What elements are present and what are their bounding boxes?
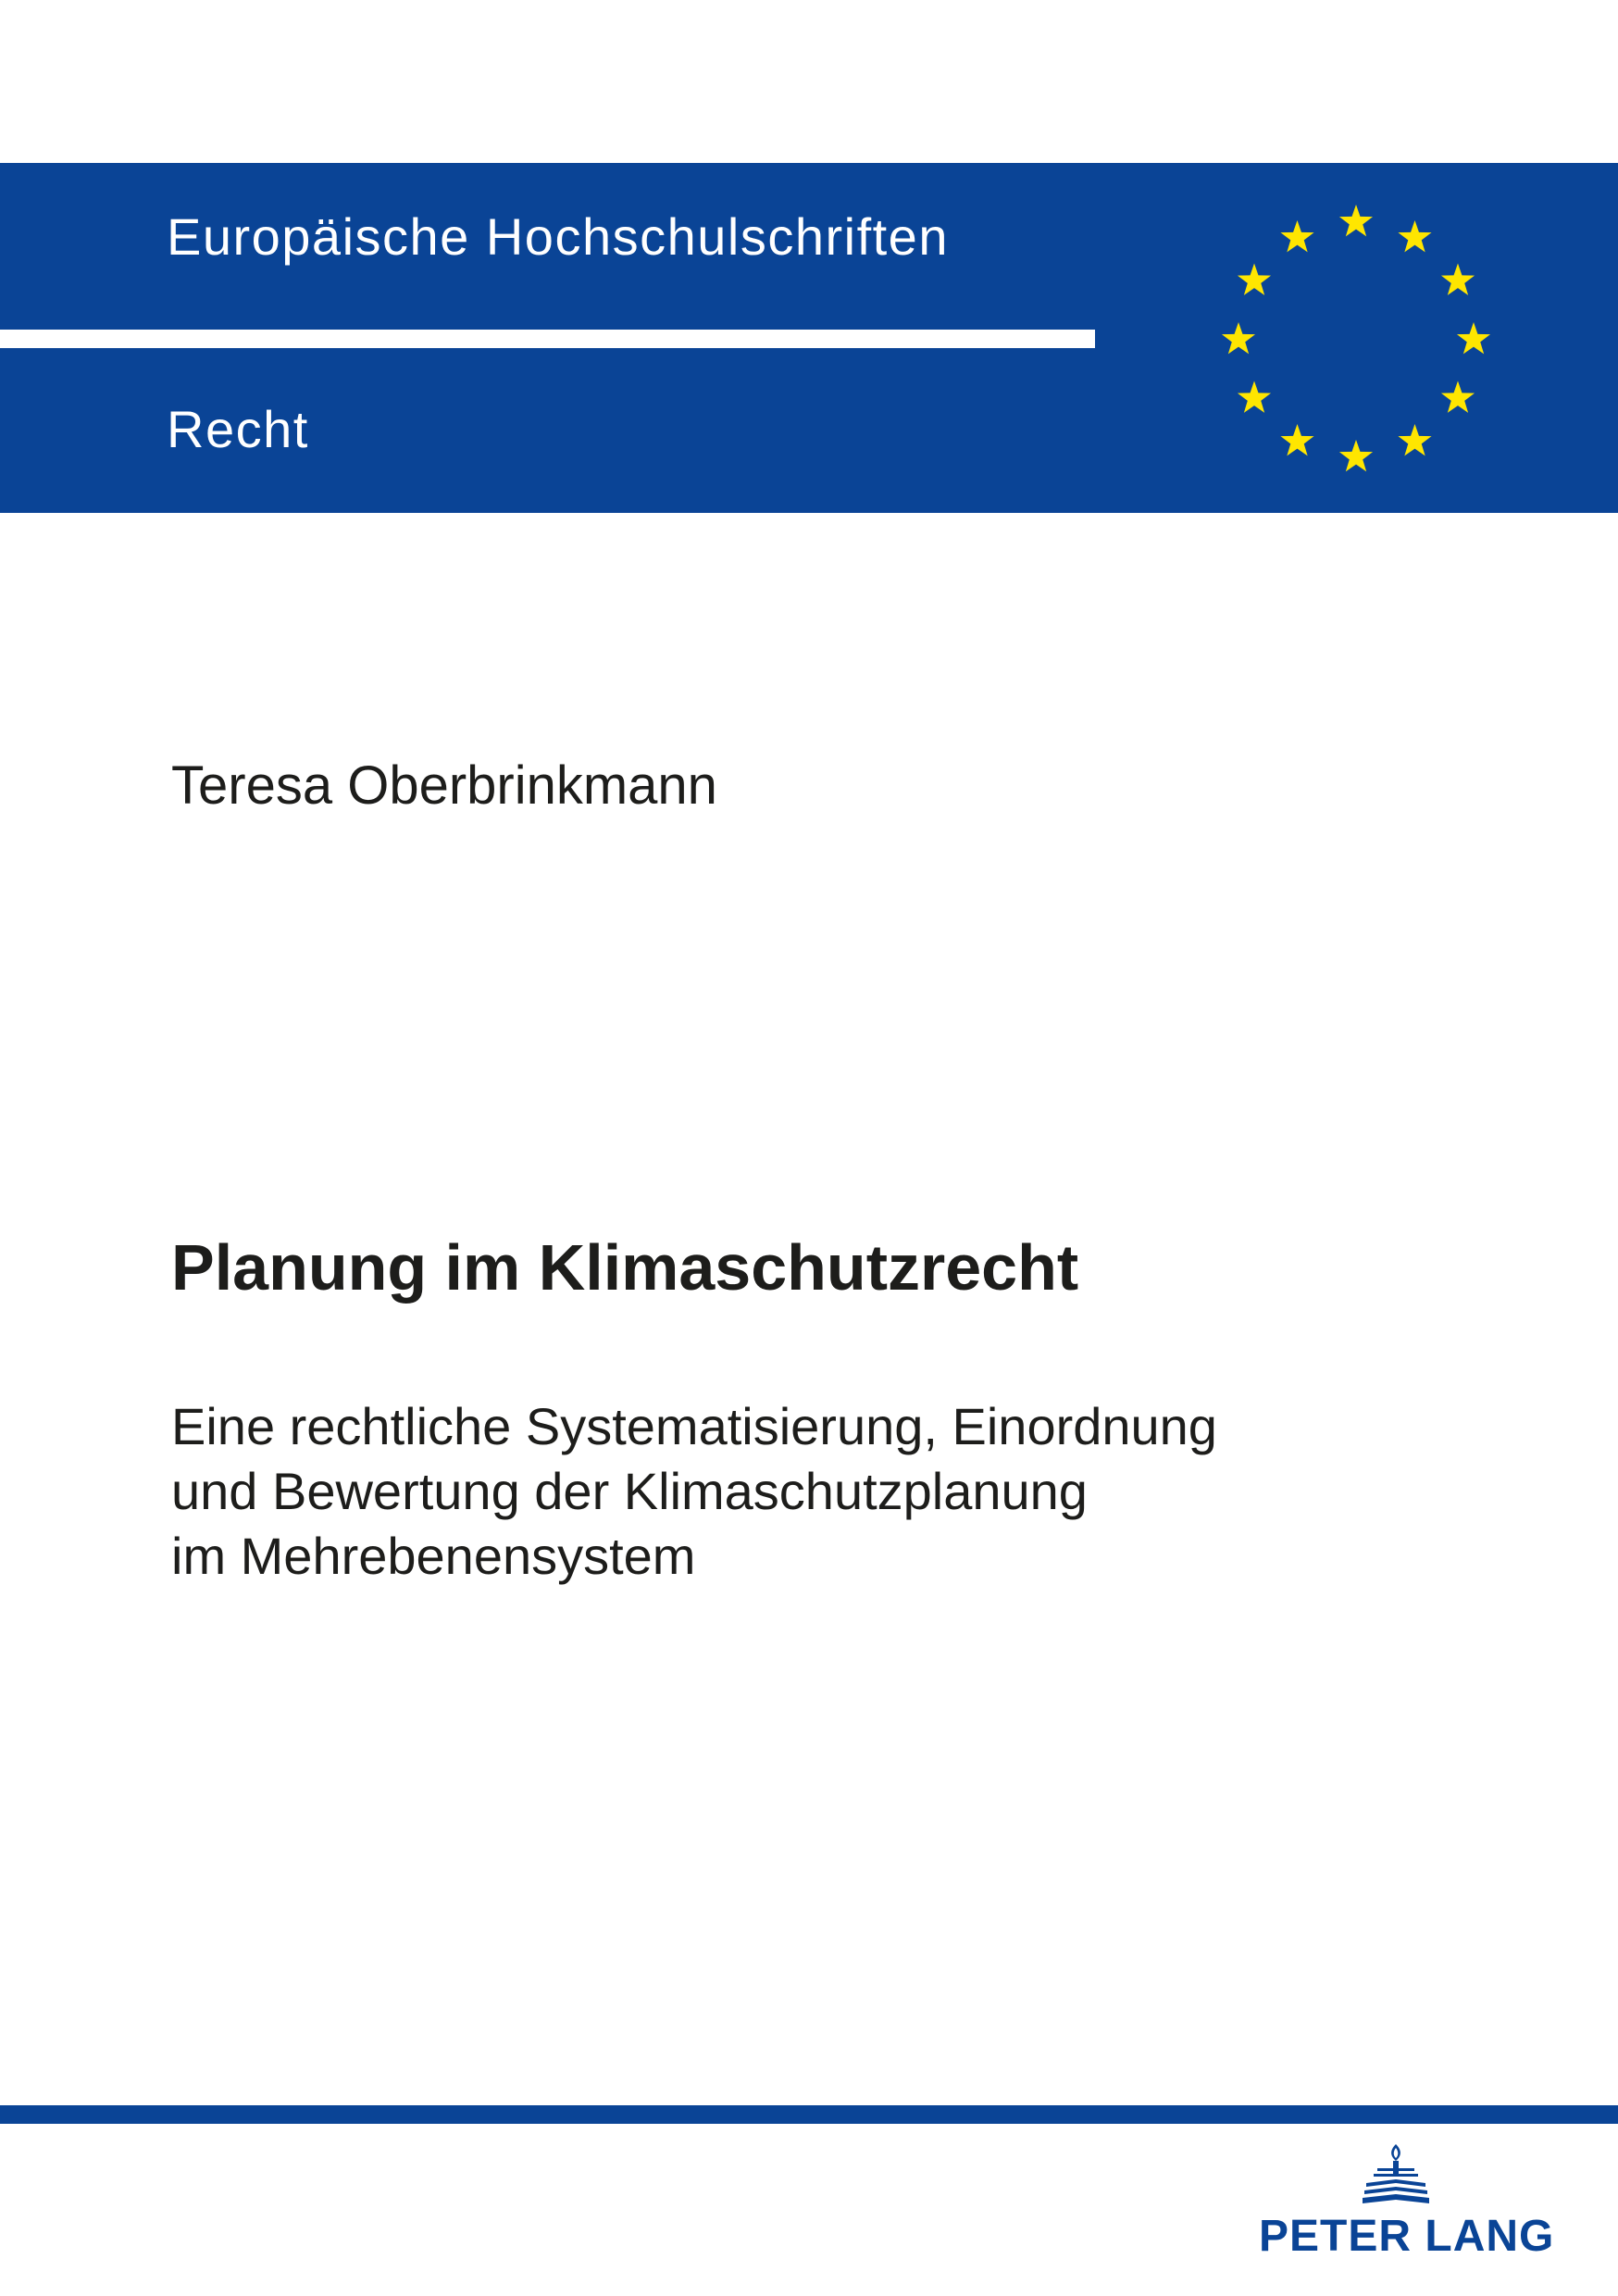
book-title: Planung im Klimaschutzrecht (171, 1231, 1079, 1304)
publisher-name: PETER LANG (1259, 2212, 1555, 2261)
peter-lang-emblem-icon (1357, 2142, 1435, 2209)
star-icon (1457, 322, 1490, 354)
star-icon (1398, 220, 1431, 252)
star-icon (1441, 381, 1475, 413)
star-icon (1441, 264, 1475, 295)
book-subtitle (171, 1394, 1375, 1589)
star-icon (1280, 220, 1313, 252)
star-icon (1339, 440, 1373, 471)
subtitle-line: und Bewertung der Klimaschutzplanung (171, 1462, 1088, 1520)
series-title: Europäische Hochschulschriften (167, 207, 949, 266)
subtitle-line: Eine rechtliche Systematisierung, Einordnung (171, 1397, 1217, 1455)
series-band-divider (0, 330, 1095, 348)
eu-stars-icon (1213, 196, 1500, 483)
star-icon (1238, 381, 1271, 413)
star-icon (1398, 424, 1431, 455)
star-icon (1222, 322, 1255, 354)
star-icon (1238, 264, 1271, 295)
series-subject: Recht (167, 400, 309, 458)
author-name: Teresa Oberbrinkmann (171, 755, 717, 816)
star-icon (1280, 424, 1313, 455)
star-icon (1339, 205, 1373, 236)
subtitle-line: im Mehrebenensystem (171, 1527, 696, 1585)
bottom-rule (0, 2105, 1618, 2124)
